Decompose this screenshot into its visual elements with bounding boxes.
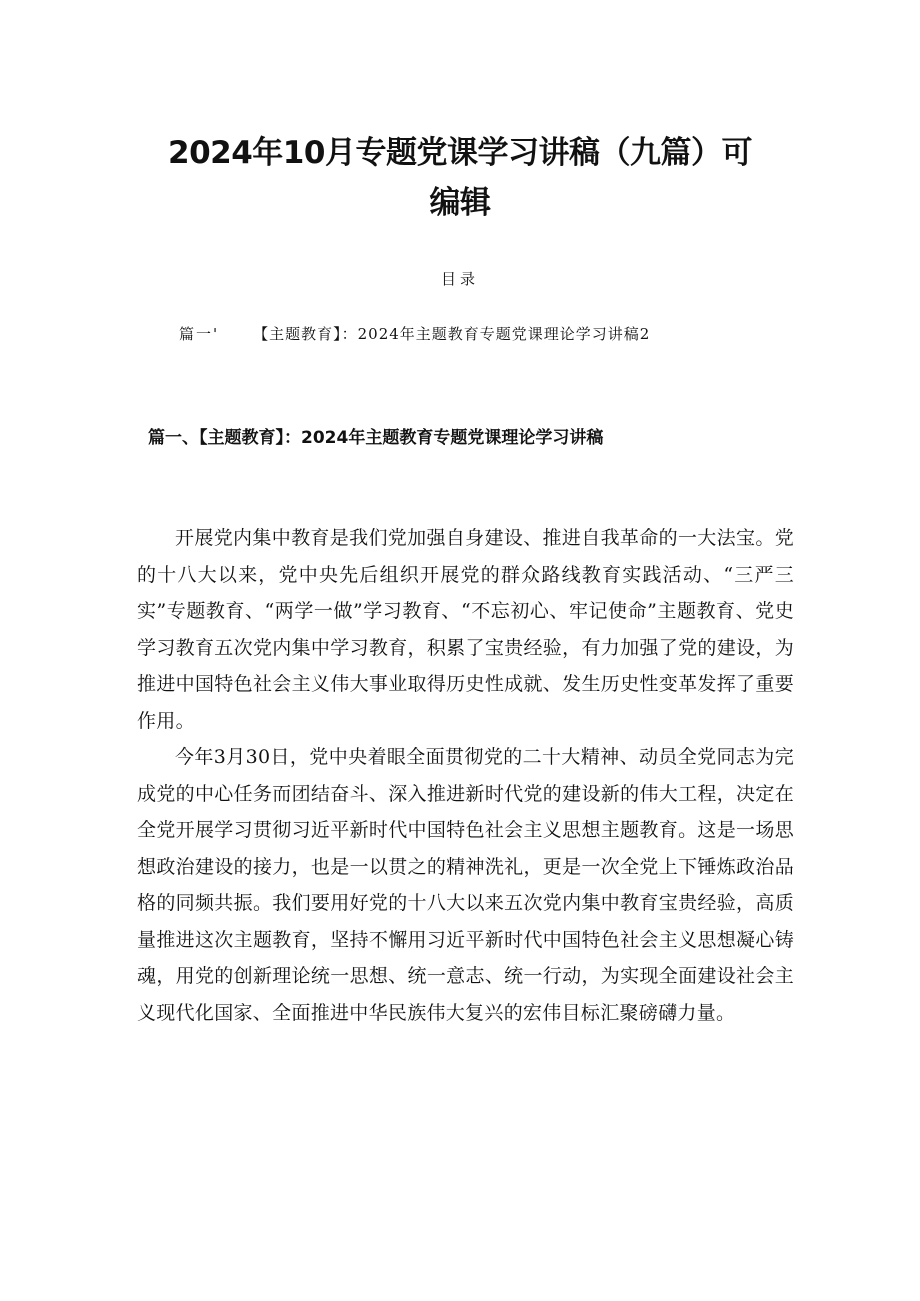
section-heading: 篇一、【主题教育】：2024年主题教育专题党课理论学习讲稿: [148, 428, 604, 448]
toc-heading: 目录: [440, 270, 479, 288]
toc-entry[interactable]: [179, 322, 650, 346]
body-paragraph: 今年3月30日，党中央着眼全面贯彻党的二十大精神、动员全党同志为完成党的中心任务而团结奋斗、深入推进新时代党的建设新的伟大工程，决定在全党开展学习贯彻习近平新时代中国特色社会主义思想主题教育。这是一场思想政治建设的接力，也是一以贯之的精神洗礼，更是一次全党上下锤炼政治品格的同频共振。我们要用好党的十八大以来五次党内集中教育宝贵经验，高质量推进这次主题教育，坚持不懈用习近平新时代中国特色社会主义思想凝心铸魂，用党的创新理论统一思想、统一意志、统一行动，为实现全面建设社会主义现代化国家、全面推进中华民族伟大复兴的宏伟目标汇聚磅礴力量。: [137, 746, 794, 1024]
body-paragraph: 开展党内集中教育是我们党加强自身建设、推进自我革命的一大法宝。党的十八大以来，党中央先后组织开展党的群众路线教育实践活动、“三严三实”专题教育、“两学一做”学习教育、“不忘初心、牢记使命”主题教育、党史学习教育五次党内集中学习教育，积累了宝贵经验，有力加强了党的建设，为推进中国特色社会主义伟大事业取得历史性成就、发生历史性变革发挥了重要作用。: [137, 527, 794, 732]
toc-entry-label: 篇一': [179, 325, 220, 343]
document-title-line-2: 编辑: [429, 185, 491, 221]
toc-entry-text: 【主题教育】：2024年主题教育专题党课理论学习讲稿2: [253, 325, 651, 343]
document-title: [150, 128, 770, 228]
document-title-line-1: 2024年10月专题党课学习讲稿（九篇）可: [168, 135, 752, 171]
section-body: [137, 520, 794, 1031]
